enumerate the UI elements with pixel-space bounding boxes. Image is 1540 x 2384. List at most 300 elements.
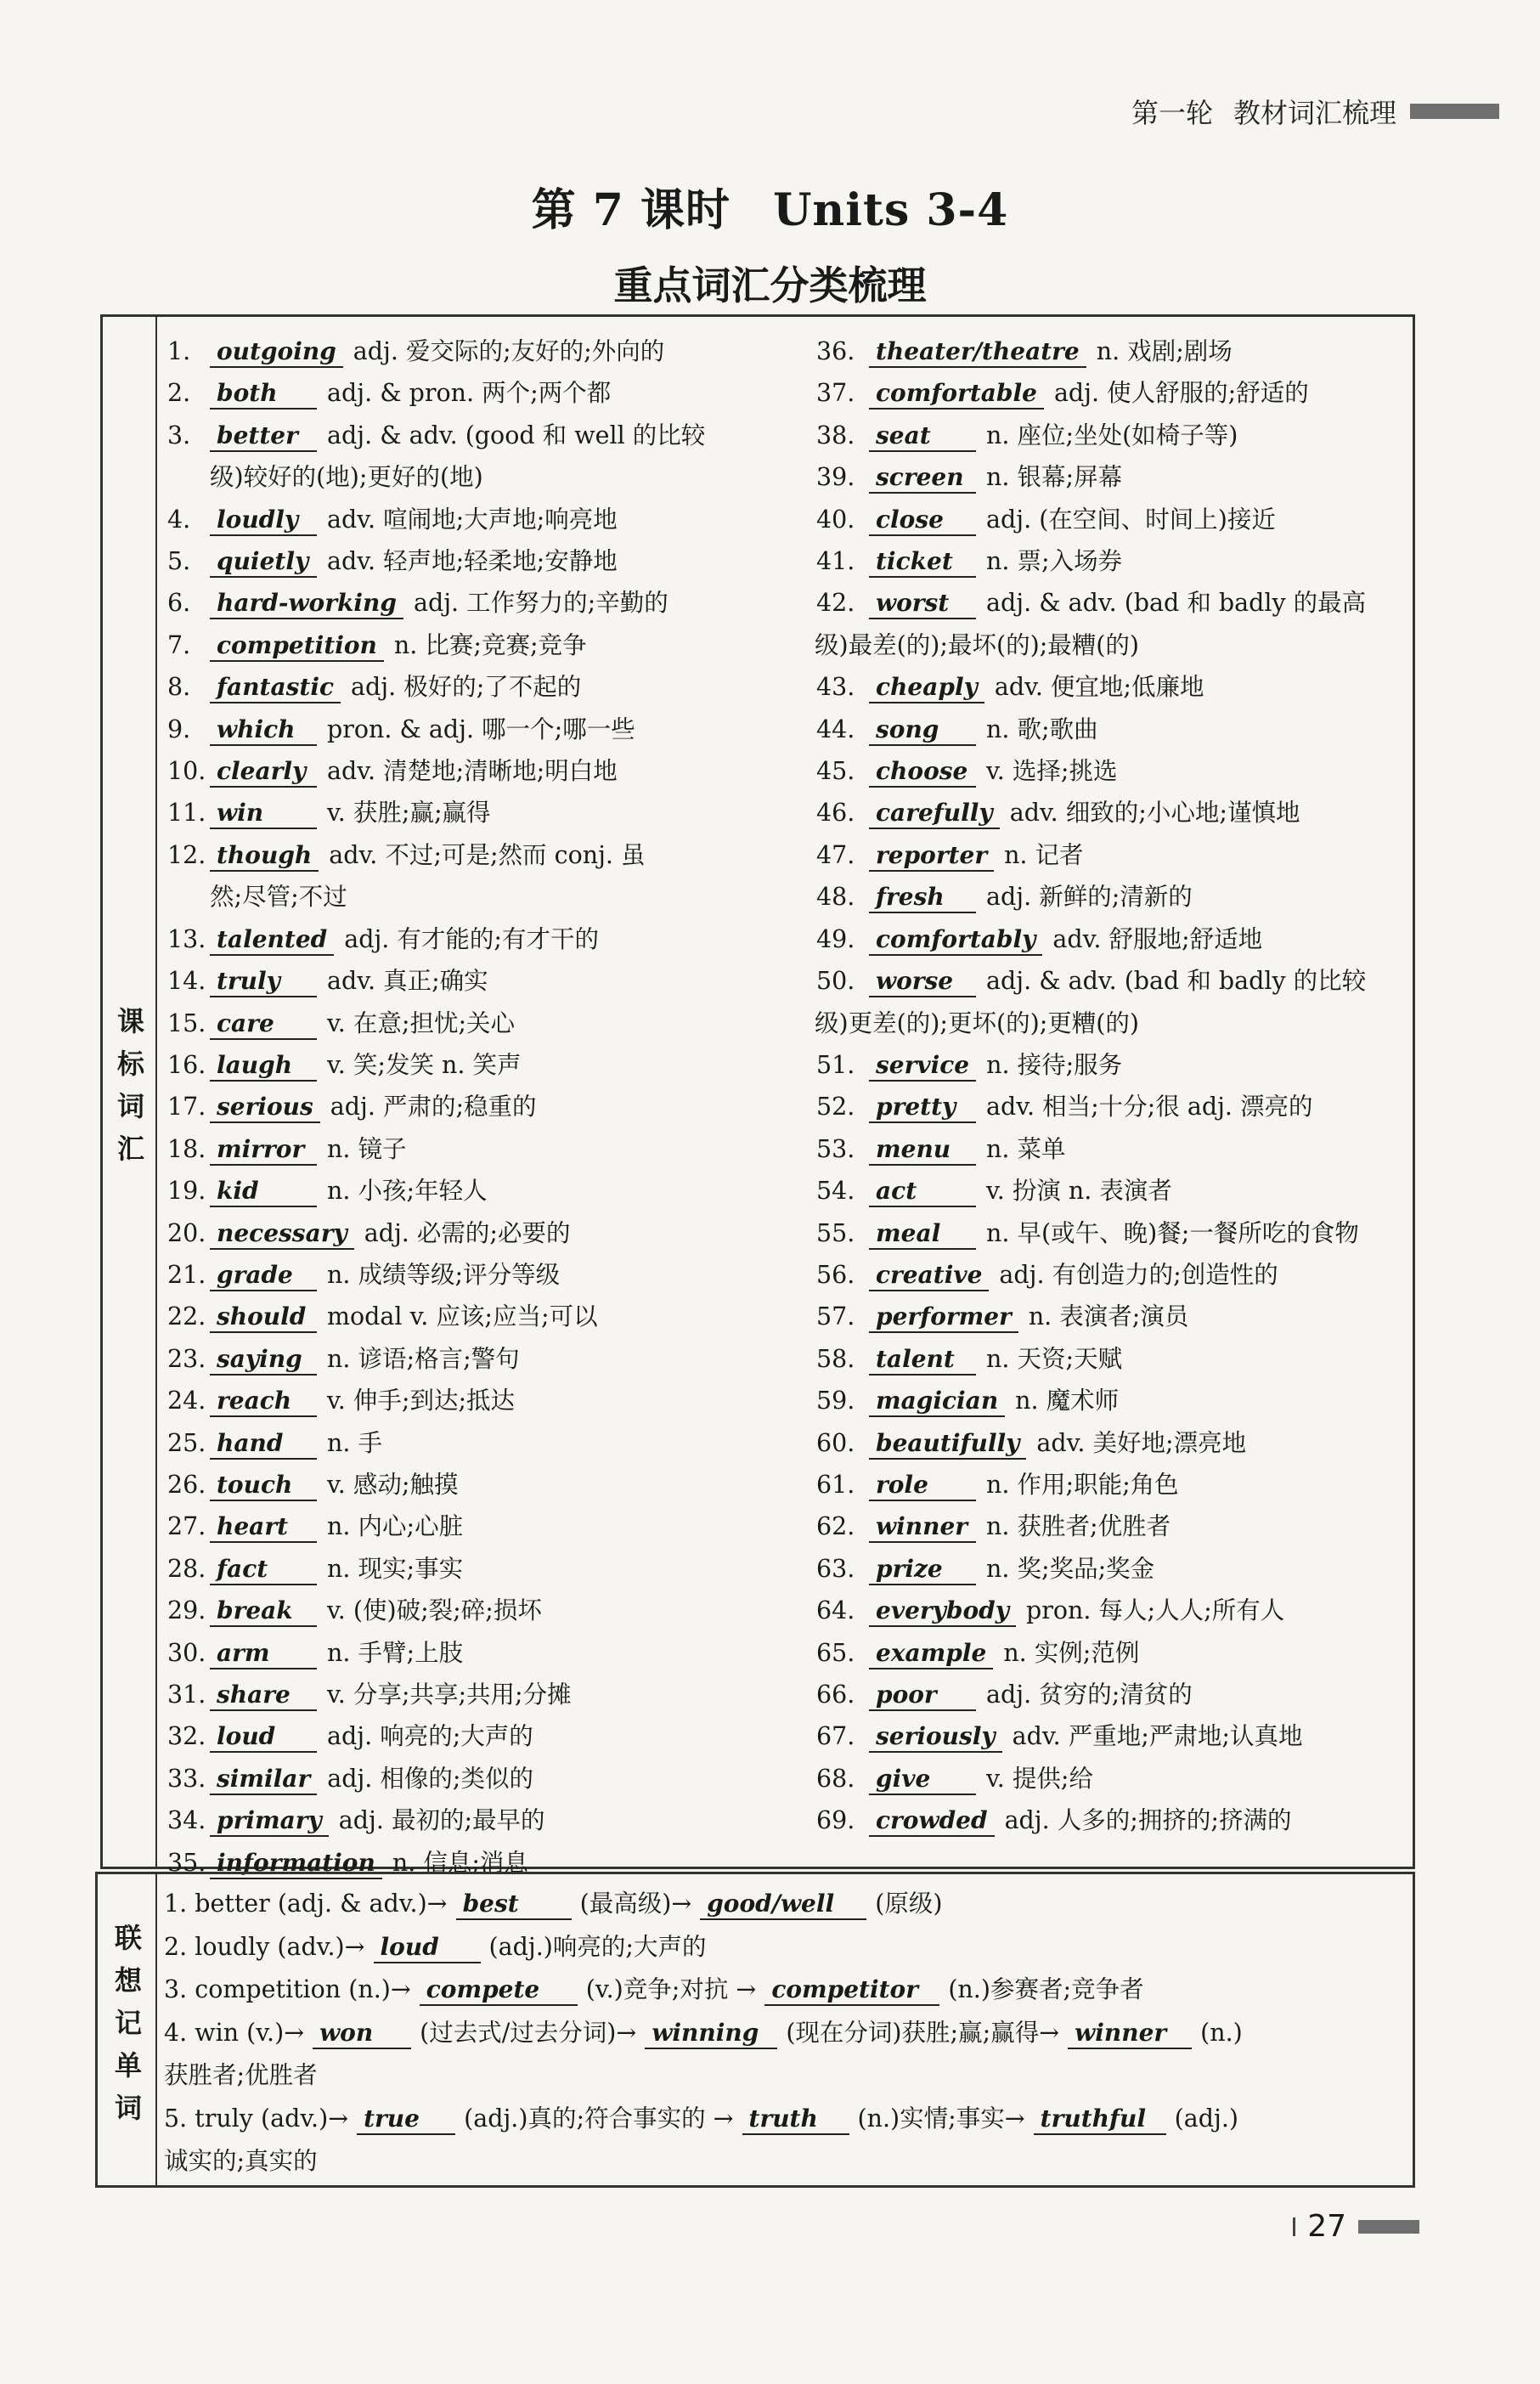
entry-definition: adv. 清楚地;清晰地;明白地 [327,757,618,786]
answer-blank: role [869,1471,976,1501]
entry-definition: adj. 有才能的;有才干的 [344,924,600,953]
vocab-entry [816,415,1411,456]
entry-definition: n. 手 [327,1428,382,1457]
answer-blank: winner [869,1512,976,1543]
vocab-entry [816,709,1411,750]
entry-number: 47. [816,840,855,869]
entry-number: 52. [816,1093,855,1121]
vocab-entry [167,1464,813,1506]
entry-definition: adj. 严肃的;稳重的 [330,1093,537,1121]
entry-definition: n. 奖;奖品;奖金 [986,1554,1155,1583]
vocab-entry [167,1296,813,1337]
answer-blank: truthful [1034,2104,1166,2135]
entry-continuation: 然;尽管;不过 [210,883,347,912]
vocab-entry [816,582,1411,624]
entry-definition: adj. 新鲜的;清新的 [986,883,1193,912]
lesson-title [0,174,1540,238]
entry-number: 38. [816,421,855,449]
vocab-entry [167,1128,813,1170]
answer-blank: close [869,506,976,536]
vocab-entry [816,1632,1411,1674]
vocab-entry [167,372,813,414]
vocab-entry [167,1422,813,1464]
vocab-entry [816,1128,1411,1170]
entry-definition: v. 获胜;赢;赢得 [327,799,491,828]
entry-number: 45. [816,757,855,786]
assoc-line-5-continued: 诚实的;真实的 [164,2147,318,2175]
vocab-entry [167,1044,813,1086]
entry-number: 28. [167,1554,206,1583]
vocab-entry [816,1674,1411,1715]
vocab-entry [816,750,1411,792]
vocab-entry [167,1758,813,1799]
entry-definition: n. 手臂;上肢 [327,1638,464,1667]
answer-blank: compete [420,1975,578,2006]
entry-definition: adv. 相当;十分;很 adj. 漂亮的 [986,1093,1313,1121]
assoc-side-label: 联想记单词 [98,1874,157,2185]
entry-definition: n. 魔术师 [1015,1387,1120,1415]
vocab-entry [167,709,813,750]
answer-blank: screen [869,463,976,494]
entry-number: 59. [816,1387,855,1415]
entry-number: 46. [816,799,855,828]
entry-definition: adj. 人多的;拥挤的;挤满的 [1004,1806,1292,1835]
vocab-entry [816,834,1411,876]
vocab-entry [816,540,1411,582]
entry-number: 26. [167,1470,206,1499]
entry-number: 11. [167,799,206,828]
entry-number: 63. [816,1554,855,1583]
entry-definition: modal v. 应该;应当;可以 [327,1302,598,1331]
answer-blank: magician [869,1387,1005,1417]
section-title: 重点词汇分类梳理 [613,263,927,308]
entry-definition: n. 早(或午、晚)餐;一餐所吃的食物 [986,1218,1359,1247]
entry-definition: adv. 轻声地;轻柔地;安静地 [327,547,618,576]
vocab-entry [816,792,1411,833]
answer-blank: true [357,2104,455,2135]
entry-number: 5. [167,547,191,576]
vocab-entry [167,1715,813,1757]
vocab-entry [816,666,1411,708]
vocab-entry [167,792,813,833]
vocab-entry [167,1548,813,1590]
vocab-entry [167,330,813,372]
answer-blank: seriously [869,1722,1002,1753]
vocab-entry [816,1296,1411,1337]
entry-number: 58. [816,1344,855,1373]
vocab-entry [167,415,813,456]
answer-blank: competitor [764,1975,939,2006]
vocab-left-column [167,330,813,1884]
answer-blank: mirror [210,1135,317,1166]
answer-blank: loud [374,1933,481,1963]
vocab-entry [167,1254,813,1296]
answer-blank: both [210,379,317,410]
entry-definition: v. 感动;触摸 [327,1470,459,1499]
vocab-entry [167,834,813,876]
answer-blank: care [210,1009,317,1040]
entry-number: 43. [816,673,855,702]
entry-number: 21. [167,1260,206,1289]
vocabulary-table [100,314,1415,1877]
answer-blank: information [210,1849,382,1879]
entry-definition: adv. 细致的;小心地;谨慎地 [1009,799,1300,828]
answer-blank: reporter [869,841,994,872]
answer-blank: service [869,1051,976,1082]
vocab-entry [167,1170,813,1212]
entry-continuation: 级)最差(的);最坏(的);最糟(的) [815,630,1140,659]
vocab-entry [167,499,813,540]
entry-number: 53. [816,1134,855,1163]
vocab-entry [816,1506,1411,1547]
answer-blank: menu [869,1135,976,1166]
header-part2: 教材词汇梳理 [1233,97,1396,129]
entry-definition: n. 作用;职能;角色 [986,1470,1179,1499]
answer-blank: kid [210,1177,317,1207]
answer-blank: win [210,799,317,829]
vocab-entry [816,1254,1411,1296]
vocab-entry [167,1799,813,1841]
entry-definition: n. 成绩等级;评分等级 [327,1260,561,1289]
entry-number: 8. [167,673,191,702]
entry-definition: adv. 便宜地;低廉地 [994,673,1204,702]
entry-definition: n. 记者 [1004,840,1084,869]
entry-definition: adj. 极好的;了不起的 [351,673,582,702]
answer-blank: song [869,715,976,746]
answer-blank: similar [210,1765,317,1795]
entry-number: 67. [816,1722,855,1751]
answer-blank: laugh [210,1051,317,1082]
entry-number: 33. [167,1764,206,1793]
vocab-entry [816,1170,1411,1212]
vocab-entry [816,1590,1411,1631]
entry-definition: pron. & adj. 哪一个;哪一些 [327,715,635,743]
assoc-line-1: 1. better (adj. & adv.)→ best (最高级)→ good/well (原级) [164,1883,1413,1926]
vocab-entry [167,750,813,792]
entry-definition: adj. 工作努力的;辛勤的 [413,589,668,618]
answer-blank: necessary [210,1219,354,1250]
entry-number: 15. [167,1008,206,1037]
entry-number: 1. [167,337,191,365]
page-number-text: 27 [1307,2209,1346,2244]
assoc-lines [164,1883,1413,2183]
vocab-entry [816,499,1411,540]
entry-number: 7. [167,630,191,659]
answer-blank: though [210,841,319,872]
entry-number: 9. [167,715,191,743]
entry-number: 37. [816,379,855,408]
answer-blank: quietly [210,547,317,578]
entry-number: 35. [167,1848,206,1877]
vocab-entry [816,876,1411,918]
assoc-line-4: 4. win (v.)→ won (过去式/过去分词)→ winning (现在分词)获胜;赢;赢得→ winner (n.) [164,2012,1413,2055]
entry-number: 62. [816,1512,855,1541]
entry-number: 20. [167,1218,206,1247]
answer-blank: winning [645,2019,777,2049]
entry-definition: adj. 相像的;类似的 [327,1764,533,1793]
entry-definition: n. 天资;天赋 [986,1344,1123,1373]
entry-number: 4. [167,505,191,534]
entry-number: 22. [167,1302,206,1331]
answer-blank: which [210,715,317,746]
header-part1: 第一轮 [1131,97,1213,129]
vocab-entry [816,1380,1411,1421]
answer-blank: seat [869,421,976,452]
vocab-entry [816,1758,1411,1799]
entry-definition: n. 谚语;格言;警句 [327,1344,520,1373]
entry-definition: n. 票;入场券 [986,547,1123,576]
entry-number: 64. [816,1596,855,1625]
entry-definition: n. 座位;坐处(如椅子等) [986,421,1238,449]
answer-blank: crowded [869,1806,995,1837]
entry-number: 29. [167,1596,206,1625]
entry-definition: adv. 不过;可是;然而 conj. 虽 [329,840,646,869]
vocab-entry [167,1632,813,1674]
entry-definition: adj. 最初的;最早的 [338,1806,545,1835]
entry-continuation: 级)较好的(地);更好的(地) [210,463,483,492]
entry-definition: n. 表演者;演员 [1028,1302,1189,1331]
entry-number: 18. [167,1134,206,1163]
answer-blank: pretty [869,1093,976,1123]
entry-number: 27. [167,1512,206,1541]
entry-definition: n. 接待;服务 [986,1050,1123,1079]
vocab-entry [816,456,1411,498]
vocab-entry [816,1338,1411,1380]
entry-number: 41. [816,547,855,576]
entry-definition: v. 选择;挑选 [986,757,1118,786]
answer-blank: share [210,1681,317,1711]
vocab-entry [167,540,813,582]
lesson-number: 第 7 课时 [531,184,731,236]
entry-definition: adj. 响亮的;大声的 [327,1722,533,1751]
assoc-line-4-continued: 获胜者;优胜者 [164,2061,318,2089]
entry-definition: v. (使)破;裂;碎;损坏 [327,1596,542,1625]
assoc-line-3: 3. competition (n.)→ compete (v.)竞争;对抗 → competitor (n.)参赛者;竞争者 [164,1969,1413,2012]
entry-number: 48. [816,883,855,912]
entry-definition: adv. 严重地;严肃地;认真地 [1012,1722,1303,1751]
answer-blank: comfortable [869,379,1044,410]
answer-blank: best [456,1890,572,1920]
entry-definition: n. 银幕;屏幕 [986,463,1123,492]
answer-blank: meal [869,1219,976,1250]
answer-blank: should [210,1302,317,1333]
entry-definition: pron. 每人;人人;所有人 [1026,1596,1285,1625]
answer-blank: winner [1068,2019,1192,2049]
entry-definition: n. 戏剧;剧场 [1096,337,1233,365]
answer-blank: theater/theatre [869,337,1086,368]
entry-number: 36. [816,337,855,365]
entry-definition: adj. & adv. (bad 和 badly 的最高 [986,589,1367,618]
entry-definition: n. 信息;消息 [392,1848,528,1877]
answer-blank: talent [869,1345,976,1376]
answer-blank: arm [210,1639,317,1669]
answer-blank: saying [210,1345,317,1376]
entry-definition: n. 镜子 [327,1134,407,1163]
answer-blank: worse [869,967,976,997]
vocab-entry [167,918,813,960]
answer-blank: hard-working [210,589,403,619]
entry-definition: n. 小孩;年轻人 [327,1177,488,1206]
answer-blank: poor [869,1681,976,1711]
entry-definition: adj. 必需的;必要的 [364,1218,571,1247]
entry-number: 44. [816,715,855,743]
entry-number: 49. [816,924,855,953]
entry-definition: v. 提供;给 [986,1764,1093,1793]
vocab-entry [167,624,813,666]
vocab-entry [167,1506,813,1547]
entry-number: 65. [816,1638,855,1667]
entry-definition: n. 比赛;竞赛;竞争 [393,630,587,659]
answer-blank: talented [210,925,334,956]
vocab-entry [816,1799,1411,1841]
entry-definition: adj. & adv. (good 和 well 的比较 [327,421,706,449]
page-bar-decoration [1358,2220,1419,2234]
entry-definition: adv. 真正;确实 [327,967,488,996]
answer-blank: grade [210,1261,317,1291]
vocab-entry [167,1590,813,1631]
entry-definition: n. 菜单 [986,1134,1066,1163]
entry-definition: v. 伸手;到达;抵达 [327,1387,516,1415]
running-header [1131,92,1499,131]
answer-blank: won [313,2019,411,2049]
entry-number: 51. [816,1050,855,1079]
entry-number: 42. [816,589,855,618]
entry-number: 13. [167,924,206,953]
vocab-entry [816,1548,1411,1590]
association-table [95,1872,1415,2188]
answer-blank: choose [869,757,976,788]
header-bar-decoration [1410,104,1499,119]
answer-blank: comfortably [869,925,1042,956]
answer-blank: hand [210,1429,317,1460]
answer-blank: everybody [869,1596,1016,1627]
answer-blank: performer [869,1302,1018,1333]
entry-number: 50. [816,967,855,996]
entry-number: 68. [816,1764,855,1793]
vocab-entry [816,1044,1411,1086]
entry-definition: v. 在意;担忧;关心 [327,1008,516,1037]
answer-blank: worst [869,589,976,619]
entry-number: 25. [167,1428,206,1457]
vocab-entry [167,1003,813,1044]
answer-blank: competition [210,631,384,662]
vocab-entry [167,960,813,1002]
answer-blank: reach [210,1387,317,1417]
entry-definition: n. 内心;心脏 [327,1512,464,1541]
answer-blank: clearly [210,757,317,788]
entry-number: 24. [167,1387,206,1415]
vocab-entry [816,1212,1411,1254]
answer-blank: example [869,1639,993,1669]
entry-number: 14. [167,967,206,996]
answer-blank: fresh [869,883,976,913]
answer-blank: primary [210,1806,329,1837]
vocab-entry [816,1464,1411,1506]
entry-number: 66. [816,1681,855,1709]
vocab-entry [167,1212,813,1254]
answer-blank: loudly [210,506,317,536]
vocab-entry [816,1715,1411,1757]
entry-definition: n. 获胜者;优胜者 [986,1512,1171,1541]
entry-number: 32. [167,1722,206,1751]
entry-number: 54. [816,1177,855,1206]
entry-number: 57. [816,1302,855,1331]
answer-blank: serious [210,1093,320,1123]
entry-definition: adj. & pron. 两个;两个都 [327,379,612,408]
entry-definition: adj. (在空间、时间上)接近 [986,505,1276,534]
vocab-entry [816,1422,1411,1464]
lesson-units: Units 3-4 [773,184,1009,236]
entry-definition: adj. 贫穷的;清贫的 [986,1681,1193,1709]
entry-number: 31. [167,1681,206,1709]
answer-blank: fantastic [210,673,341,703]
entry-number: 61. [816,1470,855,1499]
vocab-entry [816,918,1411,960]
answer-blank: touch [210,1471,317,1501]
vocab-side-label: 课标词汇 [103,317,157,1867]
vocab-entry [816,1086,1411,1127]
answer-blank: ticket [869,547,976,578]
entry-number: 23. [167,1344,206,1373]
entry-definition: n. 现实;事实 [327,1554,464,1583]
entry-number: 55. [816,1218,855,1247]
entry-number: 40. [816,505,855,534]
entry-number: 17. [167,1093,206,1121]
page-tick-decoration [1293,2217,1295,2236]
answer-blank: loud [210,1722,317,1753]
entry-number: 60. [816,1428,855,1457]
vocab-entry [167,1674,813,1715]
entry-number: 16. [167,1050,206,1079]
assoc-line-2: 2. loudly (adv.)→ loud (adj.)响亮的;大声的 [164,1926,1413,1969]
entry-definition: v. 分享;共享;共用;分摊 [327,1681,572,1709]
answer-blank: creative [869,1261,989,1291]
entry-number: 2. [167,379,191,408]
vocab-entry [167,1086,813,1127]
answer-blank: carefully [869,799,1000,829]
entry-number: 39. [816,463,855,492]
vocab-entry [816,372,1411,414]
entry-definition: adv. 舒服地;舒适地 [1052,924,1263,953]
entry-definition: v. 笑;发笑 n. 笑声 [327,1050,522,1079]
entry-number: 6. [167,589,191,618]
answer-blank: fact [210,1555,317,1585]
entry-number: 56. [816,1260,855,1289]
answer-blank: outgoing [210,337,343,368]
entry-definition: adj. & adv. (bad 和 badly 的比较 [986,967,1367,996]
answer-blank: prize [869,1555,976,1585]
entry-definition: adj. 爱交际的;友好的;外向的 [353,337,665,365]
entry-number: 19. [167,1177,206,1206]
vocab-entry [167,1380,813,1421]
answer-blank: give [869,1765,976,1795]
entry-continuation: 级)更差(的);更坏(的);更糟(的) [815,1008,1140,1037]
entry-number: 12. [167,840,206,869]
answer-blank: act [869,1177,976,1207]
entry-number: 3. [167,421,191,449]
entry-definition: adj. 有创造力的;创造性的 [999,1260,1278,1289]
entry-number: 10. [167,757,206,786]
vocab-entry [167,666,813,708]
vocab-entry [816,330,1411,372]
vocab-entry [167,582,813,624]
vocab-entry [167,1338,813,1380]
answer-blank: good/well [700,1890,866,1920]
vocab-right-column [816,330,1411,1842]
entry-definition: n. 歌;歌曲 [986,715,1098,743]
assoc-line-5: 5. truly (adv.)→ true (adj.)真的;符合事实的 → truth (n.)实情;事实→ truthful (adj.) [164,2098,1413,2141]
answer-blank: heart [210,1512,317,1543]
